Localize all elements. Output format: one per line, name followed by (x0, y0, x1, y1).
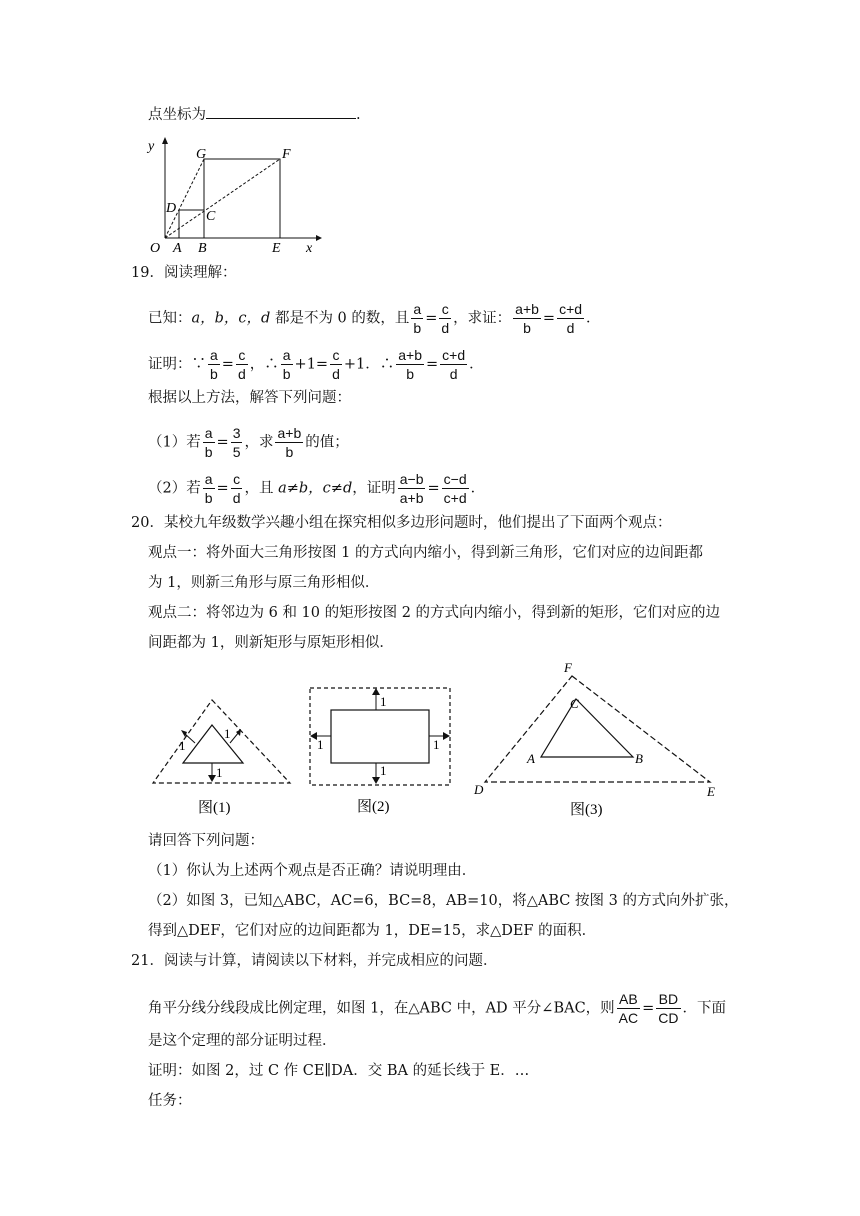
q20-ask: 请回答下列问题： (148, 833, 264, 849)
fraction: $\frac{3}{5}$ (232, 425, 241, 460)
q20-title: 20．某校九年级数学兴趣小组在探究相似多边形问题时，他们提出了下面两个观点： (131, 515, 672, 531)
fraction: $\frac{BD}{CD}$ (658, 991, 679, 1026)
svg-text:图(3): 图(3) (570, 802, 603, 818)
svg-text:G: G (196, 147, 207, 162)
q20-view1b: 为 1，则新三角形与原三角形相似． (148, 575, 380, 591)
svg-text:1: 1 (433, 737, 440, 752)
answer-blank (206, 104, 356, 119)
q20-view1a: 观点一：将外面大三角形按图 1 的方式向内缩小，得到新三角形，它们对应的边间距都 (148, 545, 703, 561)
figure-1-triangle (150, 695, 295, 823)
q21-task: 任务： (148, 1093, 192, 1109)
svg-text:E: E (707, 784, 715, 799)
svg-text:C: C (570, 696, 579, 711)
svg-text:1: 1 (380, 694, 387, 709)
svg-text:1: 1 (216, 765, 223, 780)
fraction: $\frac{AB}{AC}$ (618, 991, 639, 1026)
q20-view2a: 观点二：将邻边为 6 和 10 的矩形按图 2 的方式向内缩小，得到新的矩形，它们对应的边 (148, 605, 721, 621)
svg-text:A: A (173, 241, 182, 256)
q21-theorem: 角平分线分线段成比例定理，如图 1，在△ABC 中，AD 平分∠BAC，则 $\frac{AB}{AC}$ = $\frac{BD}{CD}$ ．下面 (148, 991, 727, 1026)
fraction: $\frac{c-d}{c+d}$ (443, 471, 467, 506)
fraction: $\frac{a}{b}$ (282, 347, 291, 382)
svg-text:O: O (150, 241, 161, 256)
fraction: $\frac{a+b}{b}$ (398, 347, 422, 382)
fraction: $\frac{c}{d}$ (441, 301, 450, 336)
q19-part1: （1）若 $\frac{a}{b}$ = $\frac{3}{5}$ ，求 $\frac{a+b}{b}$ 的值； (148, 425, 349, 460)
svg-text:F: F (564, 660, 572, 675)
q21-title: 21．阅读与计算，请阅读以下材料，并完成相应的问题． (131, 953, 498, 969)
q19-part2: （2）若 $\frac{a}{b}$ = $\frac{c}{d}$ ，且 a≠b，c≠d，证明 $\frac{a-b}{a+b}$ = $\frac{c-d}{c+d}$ ． (148, 471, 486, 506)
q19-known: 已知：a，b，c，d 都是不为 0 的数，且 $\frac{a}{b}$ = $\frac{c}{d}$ ，求证： $\frac{a+b}{b}$ = $\frac{c+d}{d}$ ． (148, 301, 601, 336)
fraction: $\frac{a+b}{b}$ (277, 425, 302, 460)
svg-text:1: 1 (317, 737, 324, 752)
fraction: $\frac{c}{d}$ (237, 347, 246, 382)
svg-text:B: B (198, 241, 207, 256)
fraction: $\frac{a}{b}$ (204, 471, 213, 506)
top-answer-line: 点坐标为 . (148, 104, 361, 125)
svg-text:B: B (635, 751, 643, 766)
fraction: $\frac{c+d}{d}$ (559, 301, 583, 336)
svg-text:1: 1 (380, 763, 387, 778)
svg-text:D: D (166, 201, 177, 216)
fraction: $\frac{c}{d}$ (232, 471, 241, 506)
svg-text:x: x (306, 241, 313, 256)
svg-text:A: A (527, 751, 535, 766)
fraction: $\frac{a+b}{b}$ (515, 301, 539, 336)
fraction: $\frac{a}{b}$ (204, 425, 213, 460)
coordinate-figure (140, 134, 330, 256)
svg-text:F: F (282, 147, 291, 162)
fraction: $\frac{a-b}{a+b}$ (399, 471, 424, 506)
q21-line2: 是这个定理的部分证明过程． (148, 1033, 337, 1049)
q20-part1: （1）你认为上述两个观点是否正确？请说明理由． (148, 863, 477, 879)
figure-2-rectangle (307, 686, 453, 820)
svg-text:图(2): 图(2) (357, 799, 390, 815)
fraction: $\frac{a}{b}$ (210, 347, 218, 382)
svg-text:D: D (474, 782, 484, 797)
fraction: $\frac{c}{d}$ (332, 347, 340, 382)
figure-3-triangles (470, 658, 730, 823)
svg-text:y: y (148, 139, 155, 154)
q20-part2a: （2）如图 3，已知△ABC，AC=6，BC=8，AB=10，将△ABC 按图 3 的方式向外扩张， (148, 893, 739, 909)
svg-text:图(1): 图(1) (198, 800, 231, 816)
svg-text:1: 1 (179, 738, 186, 753)
q19-proof: 证明：∵ $\frac{a}{b}$ = $\frac{c}{d}$ ，∴ $\frac{a}{b}$ +1= $\frac{c}{d}$ +1．∴ $\frac{a+b}{b}$ = $\frac{c+d}{d}$ ． (148, 347, 484, 382)
q20-view2b: 间距都为 1，则新矩形与原矩形相似． (148, 635, 394, 651)
q20-part2b: 得到△DEF，它们对应的边间距都为 1，DE=15，求△DEF 的面积． (148, 923, 597, 939)
svg-text:1: 1 (224, 726, 231, 741)
q21-proof: 证明：如图 2，过 C 作 CE∥DA．交 BA 的延长线于 E．… (148, 1063, 530, 1079)
svg-text:C: C (206, 209, 216, 224)
q19-method: 根据以上方法，解答下列问题： (148, 390, 351, 406)
q19-title: 19．阅读理解： (131, 265, 237, 281)
svg-text:E: E (272, 241, 281, 256)
fraction: $\frac{c+d}{d}$ (442, 347, 466, 382)
fraction: $\frac{a}{b}$ (413, 301, 422, 336)
